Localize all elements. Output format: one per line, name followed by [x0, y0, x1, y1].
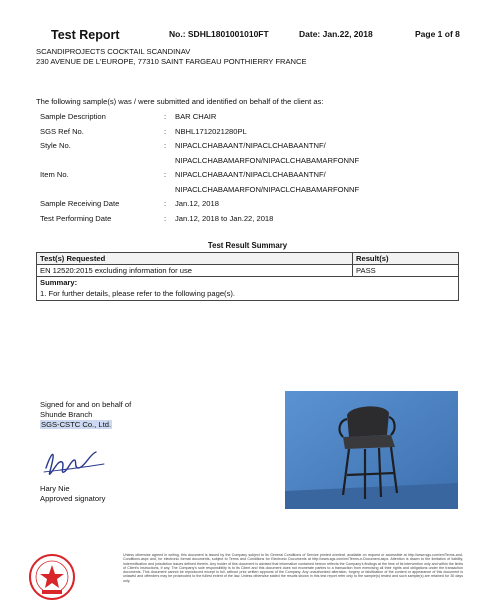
field-label: SGS Ref No. — [40, 126, 84, 136]
col-test-header: Test(s) Requested — [37, 253, 353, 265]
field-label: Style No. — [40, 141, 71, 150]
report-number: No.: SDHL1801001010FT — [169, 29, 269, 39]
signer-block — [40, 484, 105, 504]
field-value: Jan.12, 2018 to Jan.22, 2018 — [175, 213, 274, 223]
field-value: NIPACLCHABAMARFON/NIPACLCHABAMARFONNF — [175, 184, 360, 194]
field-value: NIPACLCHABAMARFON/NIPACLCHABAMARFONNF — [175, 155, 360, 165]
field-value: NIPACLCHABAANT/NIPACLCHABAANTNF/ — [175, 141, 326, 150]
summary-box — [36, 276, 459, 301]
field-label: Test Performing Date — [40, 213, 112, 223]
signoff-org: SGS-CSTC Co., Ltd. — [41, 420, 112, 429]
client-block — [36, 47, 307, 67]
report-date: Date: Jan.22, 2018 — [299, 29, 373, 39]
col-result-header: Result(s) — [353, 253, 459, 265]
summary-note: 1. For further details, please refer to the following page(s). — [40, 289, 236, 298]
table-row — [37, 265, 459, 277]
field-colon: : — [164, 199, 167, 208]
field-colon: : — [164, 126, 167, 136]
report-title: Test Report — [51, 28, 120, 42]
field-colon: : — [164, 141, 167, 150]
summary-table-title: Test Result Summary — [207, 241, 288, 250]
field-colon: : — [164, 170, 167, 179]
field-label: Sample Description — [40, 112, 106, 121]
legal-disclaimer: Unless otherwise agreed in writing, this document is issued by the Company subject to its General Conditions of Service printed overleaf, available on request or accessible at http://www.sgs.com/en/Terms-and-Conditions.aspx and, for electronic format documents, subject to Terms and Conditions for Electronic Documents at http://www.sgs.com/en/Terms-e-Document.aspx. Attention is drawn to the limitation of liability, indemnification and jurisdiction issues defined therein. Any holder of this document is advised that information contained hereon reflects the Company's findings at the time of its intervention only and within the limits of Client's instructions, if any. The Company's sole responsibility is to its Client and this document does not exonerate parties to a transaction from exercising all their rights and obligations under the transaction documents. This document cannot be reproduced except in full, without prior written approval of the Company. Any unauthorized alteration, forgery or falsification of the content or appearance of this document is unlawful and offenders may be prosecuted to the fullest extent of the law. Unless otherwise stated the results shown in this test report refer only to the sample(s) tested and such sample(s) are retained for 30 days only. — [123, 553, 463, 583]
field-colon: : — [164, 213, 167, 223]
result-cell: PASS — [353, 265, 459, 277]
signer-name: Hary Nie — [40, 484, 70, 493]
intro-text: The following sample(s) was / were submitted and identified on behalf of the client as: — [36, 97, 324, 106]
sample-photo — [285, 391, 458, 509]
field-value: NIPACLCHABAANT/NIPACLCHABAANTNF/ — [175, 170, 326, 179]
results-table — [36, 252, 459, 277]
summary-label: Summary: — [40, 278, 78, 287]
test-cell: EN 12520:2015 excluding information for use — [37, 265, 353, 277]
page-indicator: Page 1 of 8 — [415, 29, 460, 39]
client-address: 230 AVENUE DE L'EUROPE, 77310 SAINT FARGEAU PONTHIERRY FRANCE — [36, 57, 307, 66]
field-colon: : — [164, 112, 167, 121]
field-label: Sample Receiving Date — [40, 199, 120, 208]
signoff-line-2: Shunde Branch — [40, 410, 93, 419]
signer-role: Approved signatory — [40, 494, 106, 503]
signature-image — [40, 446, 110, 485]
signoff-line-1: Signed for and on behalf of — [40, 400, 132, 409]
field-label: Item No. — [40, 170, 69, 179]
table-header-row — [37, 253, 459, 265]
signoff-block — [40, 400, 131, 430]
field-value: NBHL1712021280PL — [175, 126, 247, 136]
company-stamp — [28, 553, 76, 606]
client-name: SCANDIPROJECTS COCKTAIL SCANDINAV — [36, 47, 191, 56]
field-value: BAR CHAIR — [175, 112, 217, 121]
field-value: Jan.12, 2018 — [175, 199, 219, 208]
